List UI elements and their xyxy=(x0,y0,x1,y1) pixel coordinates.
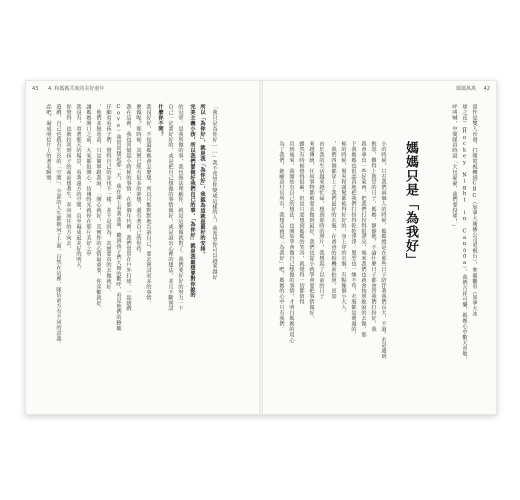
left-column-2: 遊戲，自己也就有生長的「空間」，全部的人生都朝向了上面。自然在這裡，隊伍前方有不同的意義。 xyxy=(55,104,62,347)
right-body-column-7: 由於我的生活越來越忙碌，想到那時的照片，我想起了以前的日子 xyxy=(318,141,325,300)
right-page xyxy=(263,81,496,414)
right-body-column-9: 雖然有時候覺得很累，但是只要想到媽媽的笑容，就覺得一切都值得 xyxy=(298,141,305,305)
right-intro-column-2: 球之夜）（Hockey Night in Canada），我們吉祥可樂，媽媽心中歡天喜地， xyxy=(461,104,468,362)
left-column-16-emphasis: 所以「為你好」，就是我「為你好」，我認為這就是最好的安排。 xyxy=(199,104,206,257)
left-column-5: 讓媽媽開口之前，大家都很開心，彷彿時光就停在那片美好之中 xyxy=(85,104,92,257)
left-column-17: 「我只是為你好……」我不希望你變成這樣的人，我希望你可以越來越好 xyxy=(211,104,218,280)
left-column-13: 自己一定要好好的，或是把自己想做的事情做好，或是說出心裡的想法，並且不斷嘗試 xyxy=(167,104,174,312)
left-running-head: 4. 和媽媽共度的美好童年 xyxy=(48,86,105,92)
left-column-1: 惢吧，凝成明信片上的著名瞬間。 xyxy=(45,104,52,186)
right-body-column-1: 小的時候，只有我們兩個人的時候，媽媽總是在那些日子陪伴著我們長大，不過，若是遇到 xyxy=(380,141,387,359)
right-body-column-11: 為了我們，她願意付出所有，我想這就是「為我好」吧，媽媽的心中只有我們。 xyxy=(278,141,285,332)
right-running-head: 媽媽萬萬 xyxy=(455,86,476,92)
right-body-column-10: 直到後來，我開始有自己的想法，也開始學會做自己想做的事情，才明白媽媽的用心 xyxy=(288,141,295,343)
left-column-11: 我沒好好，不知道媽媽會怎麼想，所以只能默默地告訴自己，要去嘗試更多的事情。 xyxy=(145,104,152,306)
right-body-column-4: 下我媽媽也很認真地把我們打扮得乾乾淨淨，髮型也一絲不苟，衣服都是燙過的。 xyxy=(350,141,357,338)
left-column-9: 我在這裡，我也回憶起小時候的事情，在那個年代裡，我們常常在戶外打球，一起嬉戲 xyxy=(125,104,132,312)
left-column-15-emphasis: 完美主義小孩，所以我們要做好我們自己的事，「為你好」就是我最想要對你說的 xyxy=(189,104,196,298)
right-intro-column-1: 當作是雙人沙發，打開電視轉到CBC（加拿大廣播公司電視台），準備觀看（加拿大冰 xyxy=(471,104,478,317)
left-page xyxy=(26,81,260,414)
right-page-number: 42 xyxy=(483,86,490,92)
right-intro-column-3: 呼叫喊，中間隊員時說「大包豪豪，我們要投球！」 xyxy=(451,104,458,230)
left-column-4: 我沒有，看著那天的場景，看著遠方的空間，直至凝成最美好的明天。 xyxy=(75,104,82,273)
left-column-12-question: 什麼你不問？ xyxy=(157,104,164,137)
open-book-spread xyxy=(25,80,497,415)
right-body-column-3: 就會拿出一些好東西，把我們打扮得很漂亮，後來我們也就會按照她說的去做，那 xyxy=(360,141,367,338)
right-body-column-6: ，我們四個都穿上了我們最好的衣服，在爸爸的相機前拍照，更加 xyxy=(330,141,337,300)
left-column-3: 你覺得，也被拉回到孩子的面前想著生，奔向向往的方向去。 xyxy=(65,104,72,252)
left-column-10: 麼做呢？那時候，其實已經有很多的夢想，還有著自己的堅持。 xyxy=(135,104,142,257)
right-body-column-8: 來越傳統，任何事物都被要求做到最好，我們也從小就學會要把事情做好， xyxy=(308,141,315,321)
left-column-14: 的冠軍。是我所做的事，我也無法理解你，就是這麼做就對了。我們要好好的努力一下 xyxy=(177,104,184,312)
right-body-column-5: 候的時候，髮夾和頭髮都梳得好好的。身上穿的衣服，有點像個小大人。 xyxy=(340,141,347,316)
left-page-number: 43 xyxy=(32,86,39,92)
left-column-8: Cove）我常常想起那一天，我在湖上看著冰面，聽到孩子們大聲的歡呼，看見他們的臉龐 xyxy=(115,104,122,331)
right-body-column-2: 抱怨，難得上教堂的日子，媽媽，靜靜地，不論什麼日子都會替我們打扮好，我 xyxy=(370,141,377,332)
left-column-7: 仔細看看孩子們，覺得自己的步伐不一樣，並不是因為，其實要真的去做就好。 xyxy=(105,104,112,295)
chapter-title: 媽媽只是「為我好」 xyxy=(403,141,418,267)
left-column-6: ，他們並無惡意，只是簡單跟我說：「開心就好，其實你的心情最重要，你喜歡就好。 xyxy=(95,104,102,312)
